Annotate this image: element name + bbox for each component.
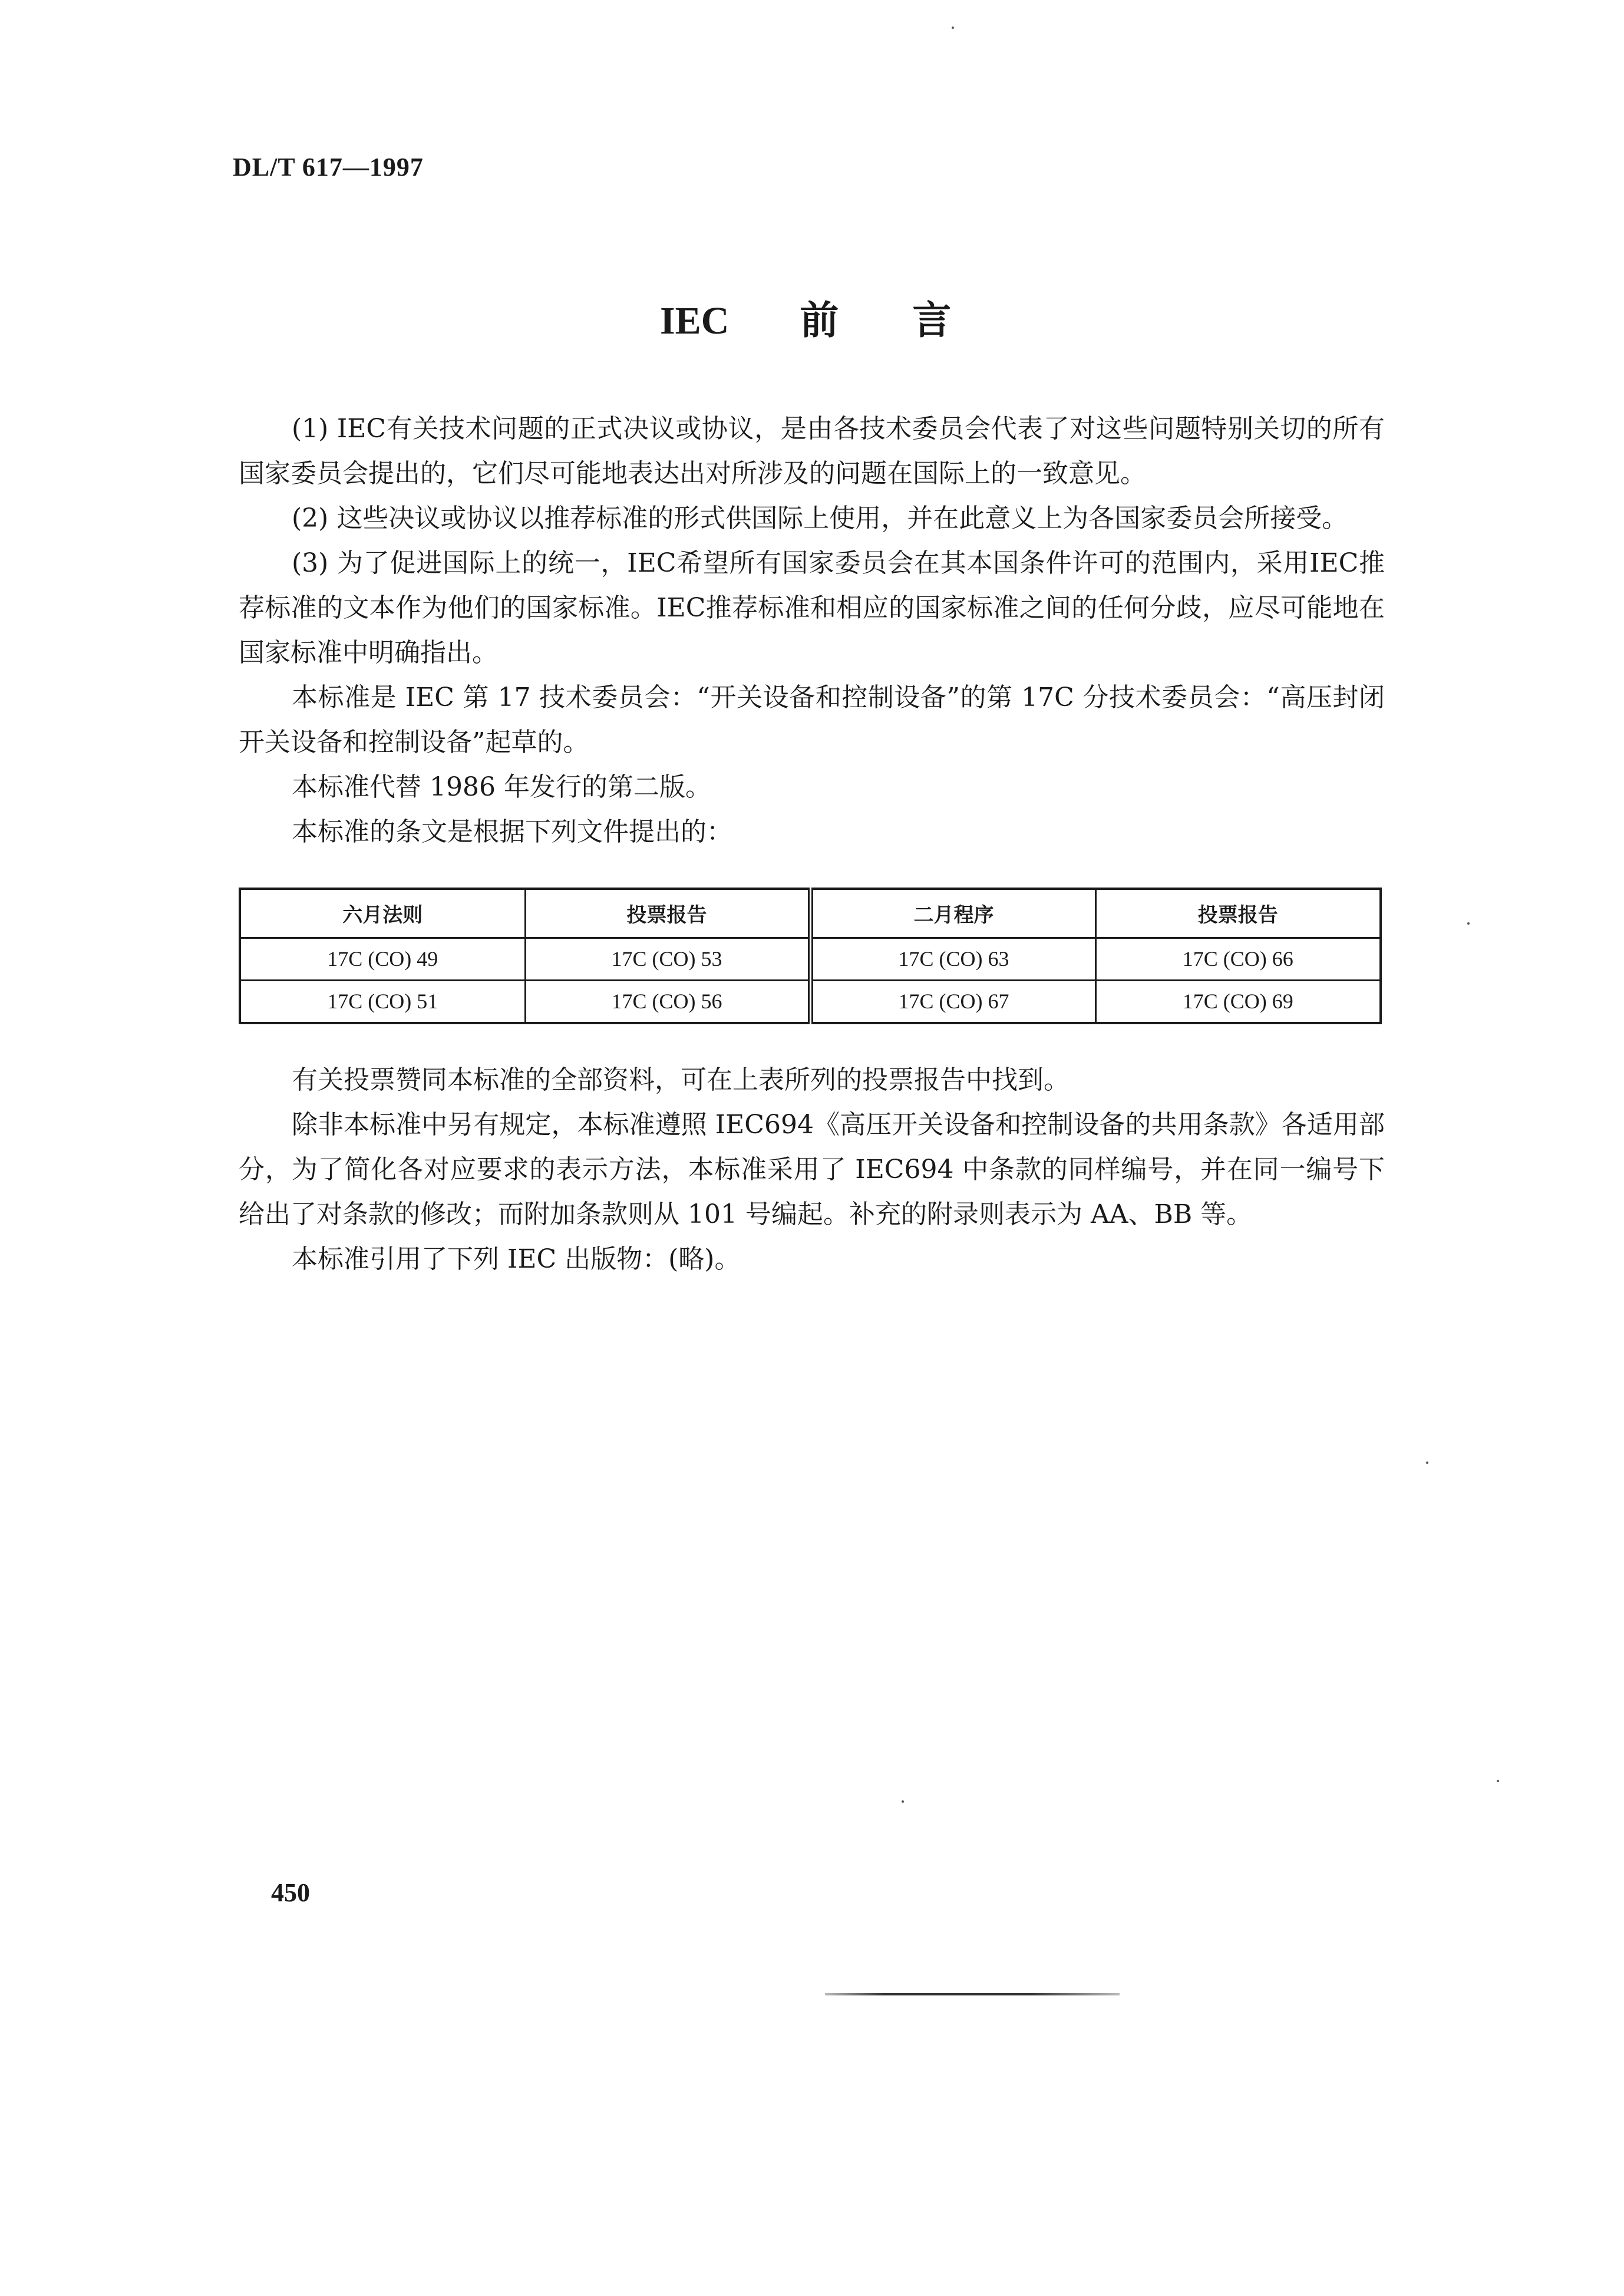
scan-speck <box>1467 922 1470 925</box>
table-cell: 17C (CO) 51 <box>240 980 525 1023</box>
scan-speck <box>902 1800 904 1803</box>
paragraph: (1) IEC有关技术问题的正式决议或协议，是由各技术委员会代表了对这些问题特别关切的所有国家委员会提出的，它们尽可能地表达出对所涉及的问题在国际上的一致意见。 <box>239 414 1385 489</box>
paragraph: 本标准的条文是根据下列文件提出的： <box>292 817 732 847</box>
title-prefix: IEC <box>660 299 730 342</box>
paragraph: 本标准是 IEC 第 17 技术委员会：“开关设备和控制设备”的第 17C 分技术委员会：“高压封闭开关设备和控制设备”起草的。 <box>239 682 1385 757</box>
paragraph: 本标准代替 1986 年发行的第二版。 <box>292 772 711 802</box>
scan-speck <box>952 27 954 29</box>
table-header-cell: 六月法则 <box>240 889 525 938</box>
title-char-2: 言 <box>912 297 952 343</box>
scan-artifact-line <box>825 1993 1120 1995</box>
document-code: DL/T 617—1997 <box>233 153 424 182</box>
paragraph: (2) 这些决议或协议以推荐标准的形式供国际上使用，并在此意义上为各国家委员会所接受。 <box>292 503 1348 533</box>
paragraph: (3) 为了促进国际上的统一，IEC希望所有国家委员会在其本国条件许可的范围内，采用IEC推荐标准的文本作为他们的国家标准。IEC推荐标准和相应的国家标准之间的任何分歧，应尽可能地在国家标准中明确指出。 <box>239 548 1385 668</box>
table-header-row <box>240 889 1381 938</box>
table-row <box>240 938 1381 980</box>
voting-documents-table <box>239 888 1382 1024</box>
paragraph: 本标准引用了下列 IEC 出版物：(略)。 <box>292 1244 741 1274</box>
page-number: 450 <box>271 1878 310 1907</box>
table-cell: 17C (CO) 67 <box>810 980 1095 1023</box>
paragraph: 除非本标准中另有规定，本标准遵照 IEC694《高压开关设备和控制设备的共用条款》各适用部分，为了简化各对应要求的表示方法，本标准采用了 IEC694 中条款的同样编号，并在同一编号下给出了对条款的修改；而附加条款则从 101 号编起。补充的附录则表示为 AA、BB 等。 <box>239 1110 1385 1229</box>
foreword-body-after-table <box>239 1058 1385 1282</box>
table-cell: 17C (CO) 49 <box>240 938 525 980</box>
table-cell: 17C (CO) 63 <box>810 938 1095 980</box>
table-cell: 17C (CO) 56 <box>525 980 810 1023</box>
title-char-1: 前 <box>800 297 839 343</box>
table-header-cell: 投票报告 <box>1095 889 1381 938</box>
table-cell: 17C (CO) 66 <box>1095 938 1381 980</box>
table-header-cell: 二月程序 <box>810 889 1095 938</box>
scan-speck <box>1426 1462 1428 1464</box>
scan-speck <box>1497 1780 1499 1782</box>
table-header-cell: 投票报告 <box>525 889 810 938</box>
paragraph: 有关投票赞同本标准的全部资料，可在上表所列的投票报告中找到。 <box>292 1065 1070 1095</box>
page-title <box>660 289 951 345</box>
table-row <box>240 980 1381 1023</box>
table-cell: 17C (CO) 69 <box>1095 980 1381 1023</box>
foreword-body-before-table <box>239 407 1385 855</box>
table-cell: 17C (CO) 53 <box>525 938 810 980</box>
